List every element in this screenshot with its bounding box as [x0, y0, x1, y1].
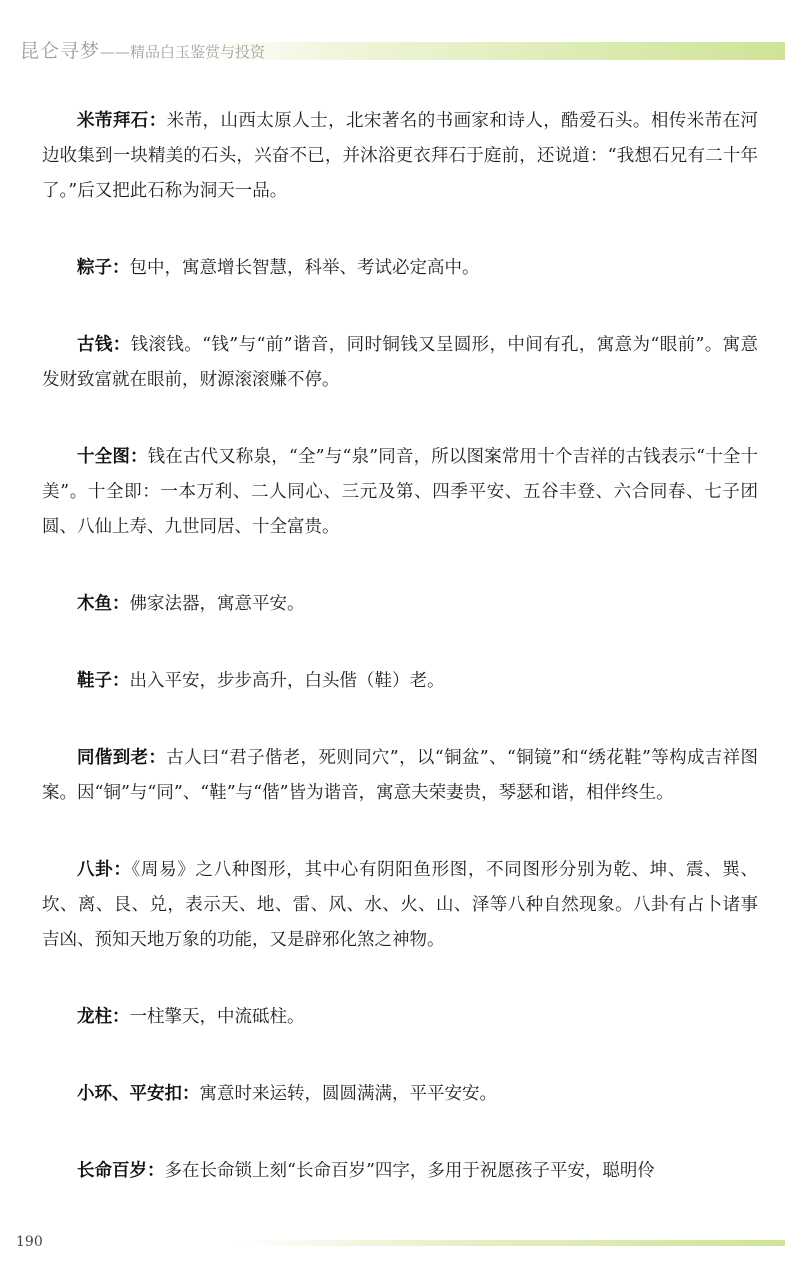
entry-guqian [42, 328, 758, 398]
entry-text: 古人曰“君子偕老，死则同穴”，以“铜盆”、“铜镜”和“绣花鞋”等构成吉祥图案。因“铜”与“同”、“鞋”与“偕”皆为谐音，寓意夫荣妻贵，琴瑟和谐，相伴终生。 [42, 748, 758, 803]
entry-term: 十全图： [77, 447, 148, 467]
entry-muyu [42, 587, 758, 622]
entry-term: 同偕到老： [77, 748, 167, 768]
entry-mifu-baishi [42, 104, 758, 209]
header-book-title [20, 36, 265, 63]
header-subtitle: ——精品白玉鉴赏与投资 [100, 43, 266, 61]
entry-term: 八卦： [77, 860, 132, 880]
entry-term: 小环、平安扣： [77, 1084, 200, 1104]
entry-term: 鞋子： [77, 671, 130, 691]
entry-term: 长命百岁： [77, 1161, 165, 1181]
entry-text: 寓意时来运转，圆圆满满，平平安安。 [199, 1084, 497, 1104]
entry-xiezi [42, 664, 758, 699]
entry-term: 古钱： [77, 335, 131, 355]
page-body [42, 104, 758, 1231]
header-title-main: 昆仑寻梦 [20, 40, 101, 62]
entry-text: 多在长命锁上刻“长命百岁”四字，多用于祝愿孩子平安，聪明伶 [164, 1161, 655, 1181]
entry-text: 钱滚钱。“钱”与“前”谐音，同时铜钱又呈圆形，中间有孔，寓意为“眼前”。寓意发财致富就在眼前，财源滚滚赚不停。 [42, 335, 759, 390]
entry-term: 粽子： [77, 258, 130, 278]
entry-term: 米芾拜石： [77, 111, 167, 131]
entry-zongzi [42, 251, 758, 286]
entry-term: 木鱼： [77, 594, 130, 614]
entry-bagua [42, 853, 758, 958]
entry-text: 包中，寓意增长智慧，科举、考试必定高中。 [129, 258, 480, 278]
page-number: 190 [16, 1234, 43, 1250]
entry-text: 米芾，山西太原人士，北宋著名的书画家和诗人，酷爱石头。相传米芾在河边收集到一块精美的石头，兴奋不已，并沐浴更衣拜石于庭前，还说道：“我想石兄有二十年了。”后又把此石称为洞天一品。 [42, 111, 759, 201]
running-header [0, 30, 785, 66]
entry-tongxie-daolao [42, 741, 758, 811]
entry-shiquantu [42, 440, 758, 545]
entry-text: 出入平安，步步高升，白头偕（鞋）老。 [129, 671, 445, 691]
entry-text: 《周易》之八种图形，其中心有阴阳鱼形图，不同图形分别为乾、坤、震、巽、坎、离、艮、兑，表示天、地、雷、风、水、火、山、泽等八种自然现象。八卦有占卜诸事吉凶、预知天地万象的功能，又是辟邪化煞之神物。 [42, 860, 759, 950]
entry-text: 一柱擎天，中流砥柱。 [129, 1007, 305, 1027]
entry-longzhu [42, 1000, 758, 1035]
footer-decorative-line [0, 1240, 785, 1246]
entry-text: 佛家法器，寓意平安。 [129, 594, 305, 614]
entry-xiaohuan-pingankou [42, 1077, 758, 1112]
entry-changming-baisui [42, 1154, 758, 1189]
entry-term: 龙柱： [77, 1007, 130, 1027]
entry-text: 钱在古代又称泉，“全”与“泉”同音，所以图案常用十个吉祥的古钱表示“十全十美”。十全即：一本万利、二人同心、三元及第、四季平安、五谷丰登、六合同春、七子团圆、八仙上寿、九世同居、十全富贵。 [42, 447, 759, 537]
